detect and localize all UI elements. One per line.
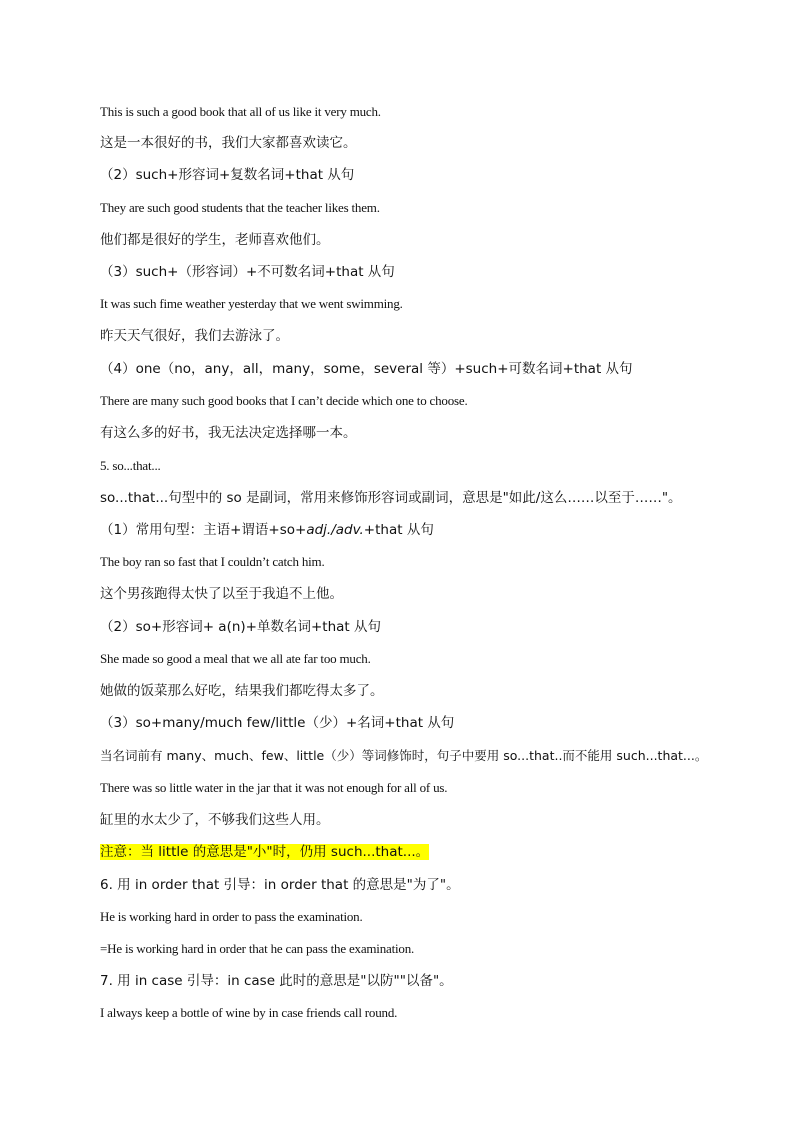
- section-heading: 5. so...that...: [100, 458, 161, 473]
- pattern-heading: （4）one（no，any，all，many，some，several 等）+such+可数名词+that 从句: [100, 361, 633, 377]
- pattern-text: +that 从句: [363, 522, 434, 538]
- section-heading: 7. 用 in case 引导：in case 此时的意思是"以防""以备"。: [100, 973, 453, 989]
- pattern-heading: （2）so+形容词+ a(n)+单数名词+that 从句: [100, 619, 381, 635]
- pattern-italic-text: adj./adv.: [306, 522, 364, 538]
- example-sentence-cn: 她做的饭菜那么好吃，结果我们都吃得太多了。: [100, 683, 384, 699]
- example-sentence-en: They are such good students that the teacher likes them.: [100, 200, 380, 215]
- pattern-text: （1）常用句型：主语+谓语+so+: [100, 522, 307, 538]
- example-sentence-cn: 他们都是很好的学生，老师喜欢他们。: [100, 232, 330, 248]
- example-sentence-en: There was so little water in the jar that it was not enough for all of us.: [100, 780, 448, 795]
- example-sentence-en: She made so good a meal that we all ate far too much.: [100, 651, 371, 666]
- example-sentence-en: =He is working hard in order that he can pass the examination.: [100, 941, 415, 956]
- example-sentence-en: I always keep a bottle of wine by in case friends call round.: [100, 1005, 398, 1020]
- pattern-heading: （3）so+many/much few/little（少）+名词+that 从句: [100, 715, 455, 731]
- section-heading: 6. 用 in order that 引导：in order that 的意思是"为了"。: [100, 877, 460, 893]
- pattern-heading: （2）such+形容词+复数名词+that 从句: [100, 167, 355, 183]
- example-sentence-en: He is working hard in order to pass the examination.: [100, 909, 363, 924]
- example-sentence-cn: 昨天天气很好，我们去游泳了。: [100, 328, 289, 344]
- example-sentence-en: This is such a good book that all of us like it very much.: [100, 104, 381, 119]
- explanation-text: so...that...句型中的 so 是副词，常用来修饰形容词或副词，意思是"如此/这么……以至于……"。: [100, 490, 682, 506]
- example-sentence-en: There are many such good books that I can’t decide which one to choose.: [100, 393, 468, 408]
- example-sentence-en: It was such fime weather yesterday that we went swimming.: [100, 296, 403, 311]
- pattern-heading: [100, 521, 740, 539]
- explanation-text: 当名词前有 many、much、few、little（少）等词修饰时，句子中要用 so...that..而不能用 such...that...。: [100, 748, 708, 763]
- example-sentence-en: The boy ran so fast that I couldn’t catch him.: [100, 554, 325, 569]
- note-text: [100, 843, 740, 861]
- example-sentence-cn: 缸里的水太少了，不够我们这些人用。: [100, 812, 330, 828]
- highlighted-note: 注意：当 little 的意思是"小"时，仍用 such...that...。: [100, 844, 430, 860]
- example-sentence-cn: 这是一本很好的书，我们大家都喜欢读它。: [100, 135, 357, 151]
- example-sentence-cn: 这个男孩跑得太快了以至于我追不上他。: [100, 586, 343, 602]
- example-sentence-cn: 有这么多的好书，我无法决定选择哪一本。: [100, 425, 357, 441]
- pattern-heading: （3）such+（形容词）+不可数名词+that 从句: [100, 264, 395, 280]
